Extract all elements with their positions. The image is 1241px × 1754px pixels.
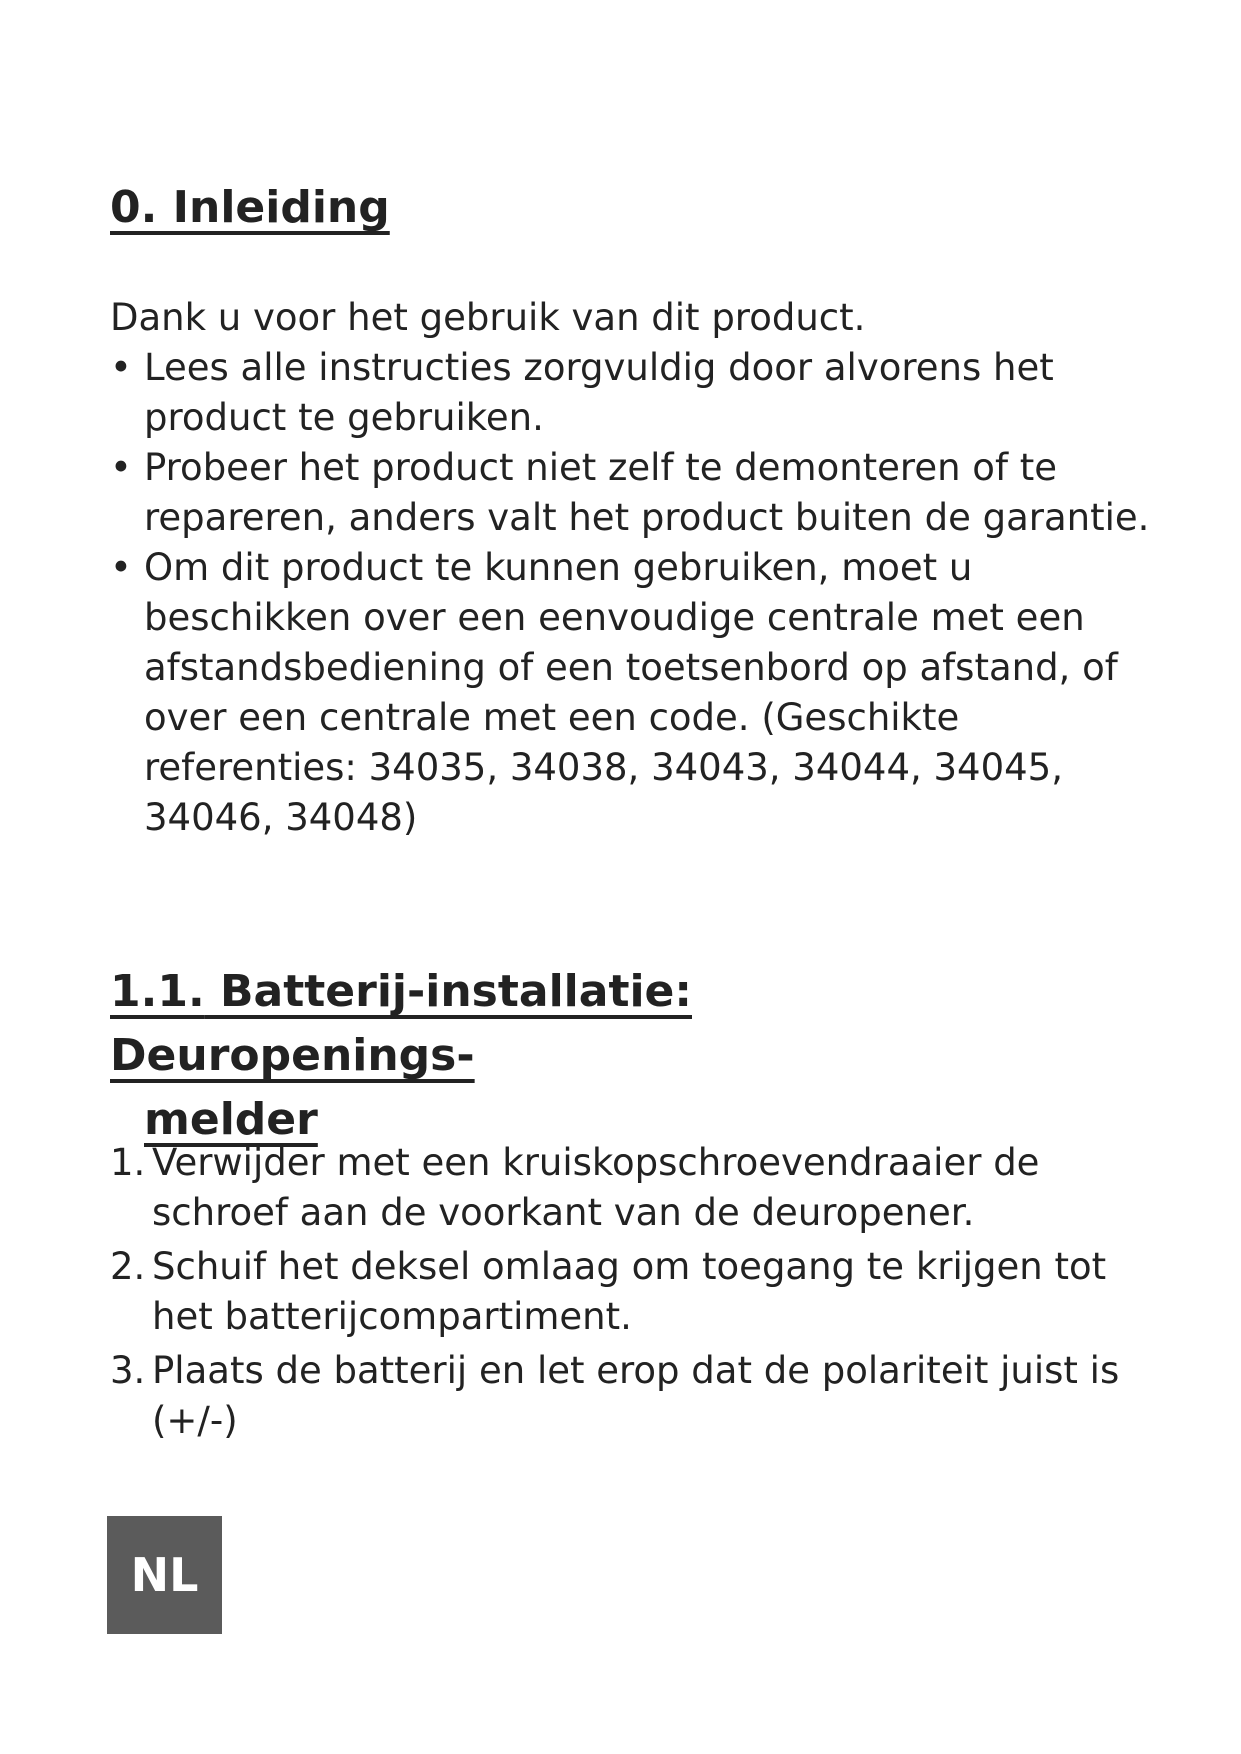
step-text: Plaats de batterij en let erop dat de polariteit juist is (+/-) (152, 1349, 1120, 1442)
section-title-line1: Batterij-installatie: Deuropenings- (110, 966, 692, 1081)
language-badge: NL (107, 1516, 222, 1634)
list-item (110, 343, 1150, 443)
bullet-marker: • (110, 546, 132, 589)
step-number: 1. (110, 1141, 146, 1184)
bullet-text: Lees alle instructies zorgvuldig door alvorens het product te gebruiken. (144, 346, 1054, 439)
step-number: 3. (110, 1349, 146, 1392)
battery-steps-list (110, 1138, 1150, 1450)
bullet-text: Om dit product te kunnen gebruiken, moet u beschikken over een eenvoudige centrale met een afstandsbediening of een toetsenbord op afstand, of over een centrale met een code. (Geschikte referenties: 34035, 34038, 34043, 34044, 34045, 34046, 34048) (144, 546, 1118, 839)
bullet-text: Probeer het product niet zelf te demonteren of te repareren, anders valt het product buiten de garantie. (144, 446, 1150, 539)
list-item (110, 1138, 1150, 1238)
bullet-marker: • (110, 346, 132, 389)
bullet-marker: • (110, 446, 132, 489)
list-item (110, 443, 1150, 543)
step-text: Verwijder met een kruiskopschroevendraaier de schroef aan de voorkant van de deuropener. (152, 1141, 1040, 1234)
list-item (110, 1346, 1150, 1446)
section-number: 1.1. (110, 966, 205, 1017)
intro-text: Dank u voor het gebruik van dit product. (110, 296, 866, 339)
step-number: 2. (110, 1245, 146, 1288)
step-text: Schuif het deksel omlaag om toegang te krijgen tot het batterijcompartiment. (152, 1245, 1107, 1338)
section-heading-battery (110, 960, 1070, 1152)
instruction-bullet-list (110, 343, 1150, 843)
list-item (110, 1242, 1150, 1342)
section-heading-intro: 0. Inleiding (110, 182, 390, 233)
section-title-line2: melder (144, 1094, 318, 1145)
list-item (110, 543, 1150, 843)
